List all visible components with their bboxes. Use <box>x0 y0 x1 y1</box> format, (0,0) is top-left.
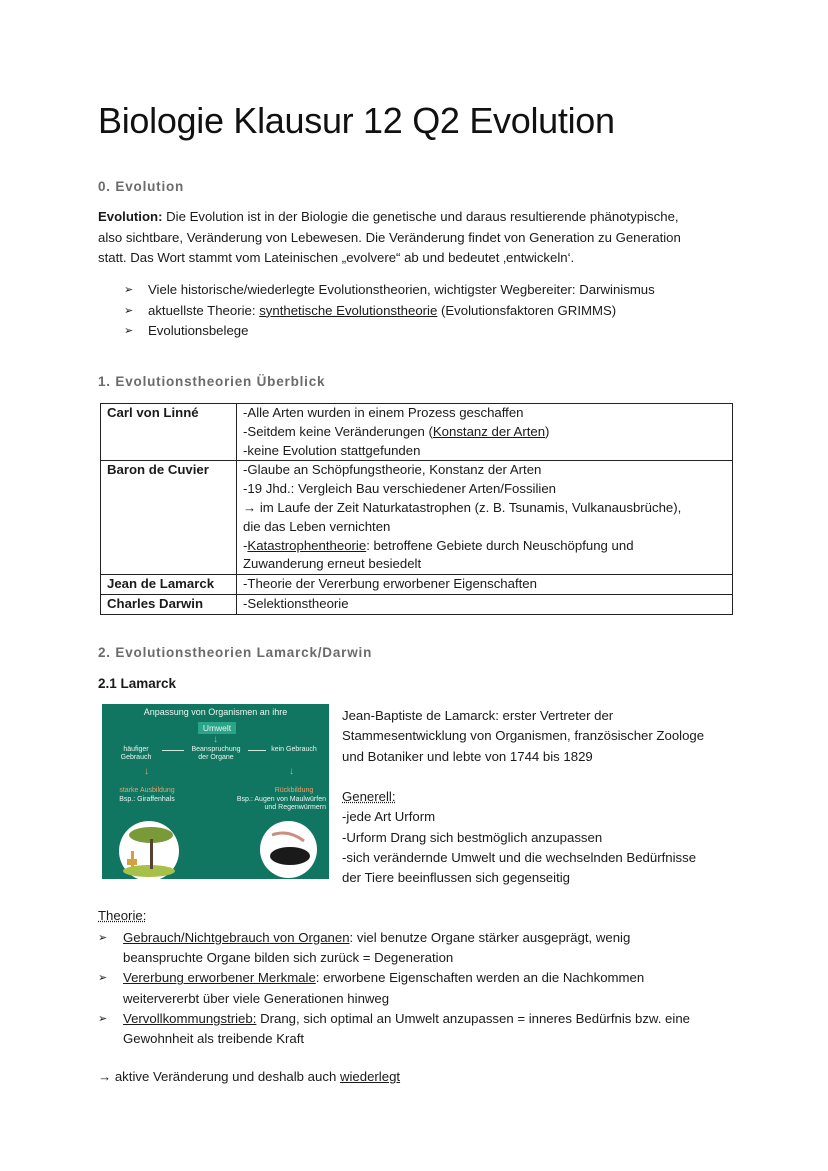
definition-term: Evolution: <box>98 209 163 224</box>
theory-text: : erworbene Eigenschaften werden an die Nachkommen <box>315 970 645 986</box>
conclusion <box>98 1069 400 1084</box>
giraffe-tree-icon <box>119 821 179 879</box>
generell-item: -sich verändernde Umwelt und die wechselnden Bedürfnisse <box>342 850 697 866</box>
generell-item: der Tiere beeinflussen sich gegenseitig <box>342 870 570 886</box>
definition-text: Die Evolution ist in der Biologie die genetische und daraus resultierende phänotypische, <box>162 209 679 224</box>
figure-center-label: Beanspruchung der Organe <box>191 746 241 761</box>
theory-text: : viel benutze Organe stärker ausgeprägt, wenig <box>349 930 631 945</box>
theory-description <box>237 461 733 575</box>
evolution-definition <box>98 207 738 269</box>
description-line: -Glaube an Schöpfungstheorie, Konstanz der Arten <box>243 462 542 478</box>
generell-item: -Urform Drang sich bestmöglich anzupassen <box>342 829 603 845</box>
arrow-bullet-icon: ➢ <box>98 972 108 985</box>
bullet-text: (Evolutionsfaktoren GRIMMS) <box>437 302 617 318</box>
figure-title: Anpassung von Organismen an ihre <box>143 707 288 717</box>
figure-right-example: und Regenwürmern <box>264 804 326 811</box>
theory-term: Vervollkommungstrieb: <box>123 1010 257 1026</box>
bullet-text: Viele historische/wiederlegte Evolutionstheorien, wichtigster Wegbereiter: Darwinismus <box>148 282 655 297</box>
figure-right-example: Bsp.: Augen von Maulwürfen <box>236 796 326 803</box>
down-arrow-icon: ↓ <box>144 766 149 777</box>
figure-umwelt-box: Umwelt <box>198 722 236 734</box>
section-heading-lamarck-darwin: 2. Evolutionstheorien Lamarck/Darwin <box>98 645 373 660</box>
intro-line: Stammesentwicklung von Organismen, französischer Zoologe <box>342 728 705 744</box>
right-arrow-icon: → <box>98 1069 112 1084</box>
definition-text: statt. Das Wort stammt vom Lateinischen „evolvere“ ab und bedeutet ‚entwickeln‘. <box>98 250 575 265</box>
generell-item: -jede Art Urform <box>342 809 436 825</box>
bullet-text: Evolutionsbelege <box>148 323 249 338</box>
description-line: Zuwanderung erneut besiedelt <box>243 556 422 572</box>
section-heading-evolution: 0. Evolution <box>98 179 185 194</box>
description-line: → im Laufe der Zeit Naturkatastrophen (z. B. Tsunamis, Vulkanausbrüche), <box>243 499 682 515</box>
theorie-list <box>98 928 738 1049</box>
evolution-bullet-list <box>124 280 655 342</box>
arrow-bullet-icon: ➢ <box>98 1012 108 1025</box>
theory-text: Gewohnheit als treibende Kraft <box>123 1031 305 1047</box>
underlined-term: synthetische Evolutionstheorie <box>259 302 438 318</box>
description-line: -Alle Arten wurden in einem Prozess geschaffen <box>243 405 524 420</box>
mole-illustration <box>260 821 317 878</box>
giraffe-illustration <box>119 821 179 879</box>
arrow-bullet-icon: ➢ <box>124 284 134 296</box>
underlined-term: Konstanz der Arten <box>432 423 546 439</box>
description-line: die das Leben vernichten <box>243 518 391 534</box>
intro-line: Jean-Baptiste de Lamarck: erster Vertreter der <box>342 708 614 723</box>
theory-text: weitervererbt über viele Generationen hinweg <box>123 990 390 1006</box>
description-line: -Seitdem keine Veränderungen ( <box>243 423 433 439</box>
theory-term: Vererbung erworbener Merkmale <box>123 970 316 986</box>
section-heading-overview: 1. Evolutionstheorien Überblick <box>98 374 326 389</box>
description-line: -Selektionstheorie <box>243 595 349 611</box>
theory-text: Drang, sich optimal an Umwelt anzupassen = inneres Bedürfnis bzw. eine <box>256 1010 690 1026</box>
theory-description <box>237 594 733 614</box>
theorist-name: Charles Darwin <box>101 594 237 614</box>
list-item <box>98 928 738 968</box>
generell-label: Generell: <box>342 789 396 805</box>
table-row <box>101 575 733 595</box>
list-item <box>98 1009 738 1049</box>
lamarck-intro <box>342 706 742 889</box>
description-line: - <box>243 537 248 553</box>
list-item <box>124 301 655 322</box>
theory-term: Gebrauch/Nichtgebrauch von Organen <box>123 930 350 945</box>
theory-description <box>237 575 733 595</box>
arrow-bullet-icon: ➢ <box>124 325 134 337</box>
figure-left-label: häufiger Gebrauch <box>120 746 152 761</box>
connector-line <box>162 750 184 751</box>
description-line: : betroffene Gebiete durch Neuschöpfung und <box>366 537 634 553</box>
subheading-lamarck: 2.1 Lamarck <box>98 676 177 691</box>
theorist-name: Carl von Linné <box>101 404 237 461</box>
description-line: -keine Evolution stattgefunden <box>243 442 421 458</box>
list-item <box>98 968 738 1008</box>
figure-right-result: Rückbildung <box>274 787 314 794</box>
figure-left-example: Bsp.: Giraffenhals <box>119 796 175 803</box>
underlined-term: wiederlegt <box>339 1069 401 1084</box>
theorie-label: Theorie: <box>98 908 147 923</box>
document-title: Biologie Klausur 12 Q2 Evolution <box>98 100 615 141</box>
theory-text: beanspruchte Organe bilden sich zurück = Degeneration <box>123 950 454 966</box>
mole-worm-icon <box>260 821 317 878</box>
lamarck-adaptation-figure <box>102 704 329 879</box>
list-item <box>124 280 655 301</box>
list-item <box>124 321 655 342</box>
theory-description <box>237 404 733 461</box>
down-arrow-icon: ↓ <box>289 766 294 777</box>
table-row <box>101 404 733 461</box>
description-line: ) <box>545 423 550 439</box>
table-row <box>101 461 733 575</box>
definition-text: also sichtbare, Veränderung von Lebewesen. Die Veränderung findet von Generation zu Generation <box>98 229 681 245</box>
intro-line: und Botaniker und lebte von 1744 bis 1829 <box>342 748 593 764</box>
theorist-name: Baron de Cuvier <box>101 461 237 575</box>
bullet-text: aktuellste Theorie: <box>148 302 260 318</box>
figure-left-result: starke Ausbildung <box>119 787 175 794</box>
description-line: -Theorie der Vererbung erworbener Eigenschaften <box>243 576 537 592</box>
description-line: -19 Jhd.: Vergleich Bau verschiedener Arten/Fossilien <box>243 481 557 497</box>
underlined-term: Katastrophentheorie <box>247 537 367 553</box>
arrow-bullet-icon: ➢ <box>98 932 108 944</box>
arrow-bullet-icon: ➢ <box>124 304 134 317</box>
theories-table <box>100 403 733 615</box>
table-row <box>101 594 733 614</box>
down-arrow-icon: ↓ <box>213 734 218 745</box>
figure-right-label: kein Gebrauch <box>271 746 317 753</box>
theorist-name: Jean de Lamarck <box>101 575 237 595</box>
conclusion-text: aktive Veränderung und deshalb auch <box>111 1069 340 1084</box>
